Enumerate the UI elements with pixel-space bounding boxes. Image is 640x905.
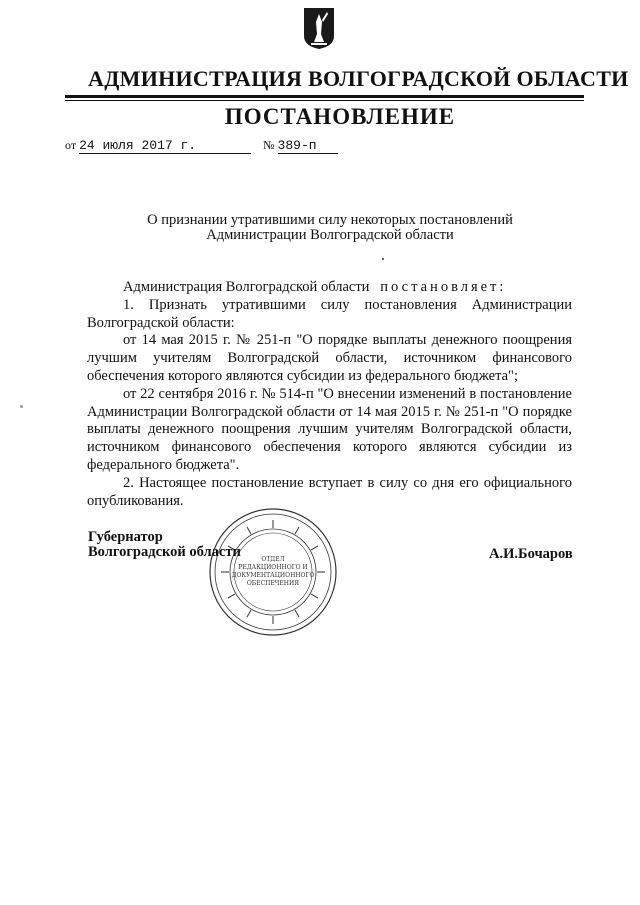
- stamp-line-4: ОБЕСПЕЧЕНИЯ: [246, 580, 300, 587]
- intro-paragraph: [87, 279, 572, 297]
- intro-lead: Администрация Волгоградской области: [123, 279, 370, 295]
- number-label: №: [263, 138, 275, 152]
- organization-title: АДМИНИСТРАЦИЯ ВОЛГОГРАДСКОЙ ОБЛАСТИ: [88, 66, 629, 91]
- position-line-1: Губернатор: [88, 529, 163, 545]
- subject-line-1: О признании утратившими силу некоторых постановлений: [147, 212, 513, 228]
- document-number: 389-п: [278, 139, 338, 154]
- margin-mark: [20, 405, 23, 408]
- item-1-b: от 22 сентября 2016 г. № 514-п "О внесении изменений в постановление Администрации Волгоградской области от 14 мая 2015 г. № 251-п "О порядке выплаты денежного поощрения лучшим учителям Волгоградской области, источником финансового обеспечения которого являются субсидии из федерального бюджета".: [87, 385, 572, 473]
- coat-of-arms-icon: [302, 6, 336, 50]
- official-stamp-icon: [207, 506, 339, 638]
- date-number-line: [65, 138, 338, 154]
- stamp-line-3: ДОКУМЕНТАЦИОННОГО: [231, 572, 315, 579]
- subject-line-2: Администрации Волгоградской области: [206, 227, 454, 243]
- item-2: 2. Настоящее постановление вступает в силу со дня его официального опубликования.: [87, 474, 572, 509]
- document-subject: [95, 213, 565, 243]
- document-date: 24 июля 2017 г.: [79, 139, 251, 154]
- header-rule-thick: [65, 95, 584, 98]
- document-body: [87, 279, 572, 510]
- stamp-line-2: РЕДАКЦИОННОГО И: [238, 564, 308, 571]
- position-line-2: Волгоградской области: [88, 544, 241, 560]
- signatory-name: А.И.Бочаров: [489, 546, 573, 562]
- from-label: от: [65, 138, 77, 152]
- signatory-position: [88, 530, 241, 560]
- scan-speck: [382, 258, 384, 260]
- document-type: ПОСТАНОВЛЕНИЕ: [224, 104, 456, 129]
- stamp-line-1: ОТДЕЛ: [261, 556, 285, 563]
- header-rule-thin: [65, 100, 584, 101]
- intro-verb: постановляет:: [380, 279, 507, 295]
- item-1: 1. Признать утратившими силу постановления Администрации Волгоградской области:: [87, 296, 572, 331]
- item-1-a: от 14 мая 2015 г. № 251-п "О порядке выплаты денежного поощрения лучшим учителям Волгоградской области, источником финансового обеспечения которого являются субсидии из федерального бюджета";: [87, 332, 572, 384]
